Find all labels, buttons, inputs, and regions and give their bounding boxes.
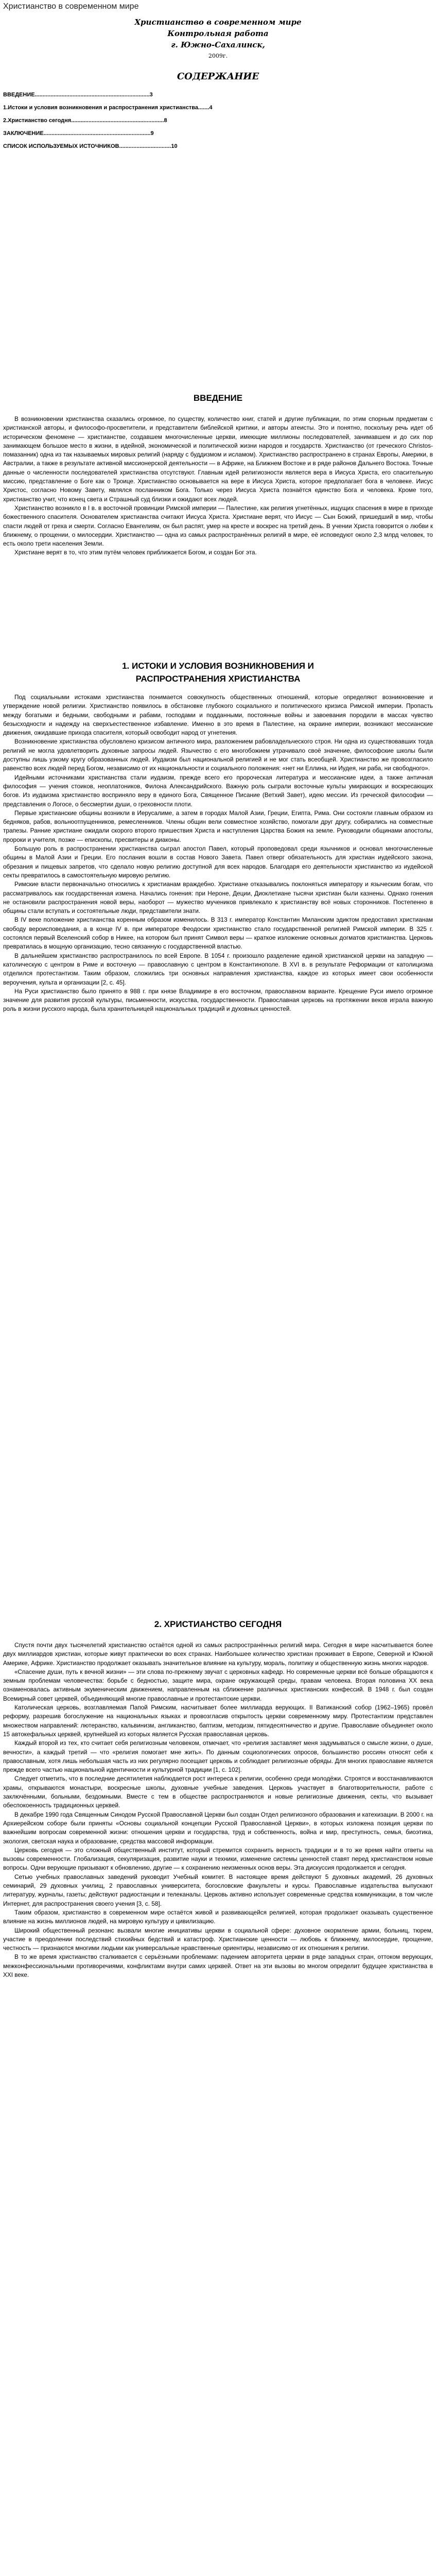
intro-text [3,415,433,557]
paragraph: В IV веке положение христианства коренным образом изменилось. В 313 г. император Константин Миланским эдиктом предоставил христианам свободу вероисповедания, а в конце IV в. при императоре Феодосии христианство стало государственной религией Римской империи. В 325 г. состоялся первый Вселенский собор в Никее, на котором был принят Символ веры — краткое изложение основных догматов христианства. Церковь превратилась в мощную организацию, тесно связанную с государственной властью. [3,916,433,951]
toc-item[interactable]: ВВЕДЕНИЕ.........................................................................3 [3,92,153,98]
contents-heading: СОДЕРЖАНИЕ [177,71,259,82]
section2-heading: 2. ХРИСТИАНСТВО СЕГОДНЯ [154,1619,282,1629]
paragraph: Каждый второй из тех, кто считает себя религиозным человеком, отмечает, что «религия заставляет меня задумываться о смысле жизни, о душе, вечности», а каждый третий — что «религия помогает мне жить». По данным социологических опросов, большинство россиян относят себя к православным, хотя лишь небольшая часть из них регулярно посещает церковь и соблюдает религиозные обряды. Для многих православие является прежде всего частью национальной идентичности и культурной традиции [1, с. 102]. [3,1739,433,1774]
paragraph: Идейными источниками христианства стали иудаизм, прежде всего его пророческая литература и мессианские идеи, а также античная философия — учения стоиков, неоплатоников, Филона Александрийского. Важную роль сыграли восточные культы умирающих и воскресающих богов. Из иудаизма христианство восприняло веру в единого Бога, Священное Писание (Ветхий Завет), идею мессии. Из греческой философии — представления о Логосе, о бессмертии души, о греховности плоти. [3,773,433,808]
paragraph: «Спасение души, путь к вечной жизни» — эти слова по-прежнему звучат с церковных кафедр. Но современные церкви всё больше обращаются к земным проблемам человечества: борьбе с бедностью, защите мира, охране окружающей среды, правам человека. Вторая половина XX века ознаменовалась активным экуменическим движением, направленным на сближение различных христианских конфессий. В 1948 г. был создан Всемирный совет церквей, объединяющий многие православные и протестантские церкви. [3,1668,433,1702]
paragraph: Следует отметить, что в последние десятилетия наблюдается рост интереса к религии, особенно среди молодёжи. Строятся и восстанавливаются храмы, открываются монастыри, воскресные школы, духовные учебные заведения. Церковь участвует в благотворительности, работе с заключёнными, больными, бездомными. Вместе с тем в обществе распространяются и новые религиозные движения, секты, что вызывает обеспокоенность традиционных церквей. [3,1775,433,1809]
work-type: Контрольная работа [167,29,269,38]
paragraph: Спустя почти двух тысячелетий христианство остаётся одной из самых распространённых религий мира. Сегодня в мире насчитывается более двух миллиардов христиан, которые живут практически во всех странах. Наибольшее количество христиан проживает в Европе, Северной и Южной Америке, Африке. Христианство продолжает оказывать значительное влияние на культуру, мораль, политику и общественную жизнь многих народов. [3,1641,433,1667]
paragraph: Сетью учебных православных заведений руководит Учебный комитет. В настоящее время действуют 5 духовных академий, 26 духовных семинарий, 29 духовных училищ, 2 православных университета, богословские факультеты и курсы. Православные издательства выпускают литературу, журналы, газеты; действуют радиостанции и телеканалы. Церковь активно использует современные средства коммуникации, в том числе Интернет, для распространения своего учения [3, с. 58]. [3,1873,433,1907]
table-of-contents [3,91,435,155]
paragraph: Большую роль в распространении христианства сыграл апостол Павел, который проповедовал среди язычников и основал многочисленные общины в Малой Азии и Греции. Его послания вошли в состав Нового Завета. Павел отверг обязательность для христиан иудейского закона, обрезания и пищевых запретов, что сделало новую религию доступной для всех народов. Благодаря его деятельности христианство из иудейской секты превратилось в самостоятельную мировую религию. [3,845,433,879]
paragraph: Возникновение христианства обусловлено кризисом античного мира, разложением рабовладельческого строя. Ни одна из существовавших тогда религий не могла удовлетворить духовные запросы людей. Язычество с его многобожием утрачивало своё значение, философские школы были доступны лишь узкому кругу образованных людей. Иудаизм был национальной религией и не мог стать всеобщей. Христианство же провозгласило равенство всех людей перед Богом, независимо от их национальности и социального положения: «нет ни Еллина, ни Иудея, ни раба, ни свободного». [3,738,433,772]
paragraph: Таким образом, христианство в современном мире остаётся живой и развивающейся религией, которая продолжает оказывать существенное влияние на жизнь миллионов людей, на мировую культуру и цивилизацию. [3,1908,433,1925]
intro-heading: ВВЕДЕНИЕ [193,393,243,403]
work-title: Христианство в современном мире [134,18,302,27]
paragraph: В декабре 1990 года Священным Синодом Русской Православной Церкви был создан Отдел религиозного образования и катехизации. В 2000 г. на Архиерейском соборе были приняты «Основы социальной концепции Русской Православной Церкви», в которых изложена позиция церкви по важнейшим вопросам современной жизни: отношения церкви и государства, труд и собственность, война и мир, преступность, семья, биоэтика, экология, светская наука и образование, средства массовой информации. [3,1810,433,1845]
work-city: г. Южно-Сахалинск, [171,40,265,49]
paragraph: В возникновении христианства сказались огромное, по существу, количество книг, статей и другие публикации, по этим спорным предметам с христианской авторы, и философо-просветители, и представители библейской критики, и авторы атеисты. Это и понятно, поскольку речь идет об историческом феномене — христианстве, создавшем многочисленные церкви, имеющие миллионы последователей, занимавшем и до сих пор занимающем большое место в жизни, в идейной, экономической и политической жизни народов и государств. Христианство (от греческого Christos- помазанник) одна из так называемых мировых религий (наряду с буддизмом и исламом). Христианство распространено в странах Европы, Америки, в Австралии, а также в результате активной миссионерской деятельности — в Африке, на Ближнем Востоке и в ряде районов Дальнего Востока. Точные данные о численности последователей христианства отсутствуют. Главным идей религиозности является вера в Иисуса Христа, его спасительную миссию, представление о Боге как о Троице. Христианство основывается на вере в Иисуса Христа, которое предполагает бога в человеке. Иисус Христос, согласно Новому Завету, являлся посланником Бога. Только через Иисуса Христа познаётся единство Бога и человека. Кроме того, христианство учит, что конец света и Страшный суд близки и ожидают всех людей. [3,415,433,503]
paragraph: В дальнейшем христианство распространилось по всей Европе. В 1054 г. произошло разделение единой христианской церкви на западную — католическую с центром в Риме и восточную — православную с центром в Константинополе. В XVI в. в результате Реформации от католицизма отделился протестантизм. Таким образом, сложились три основных направления христианства, каждое из которых имеет свои особенности вероучения, культа и организации [2, с. 45]. [3,952,433,986]
section1-heading-line1: 1. ИСТОКИ И УСЛОВИЯ ВОЗНИКНОВЕНИЯ И [122,661,314,671]
section1-heading [0,659,436,685]
section2-text [3,1641,433,1979]
title-block [0,16,436,62]
paragraph: Католическая церковь, возглавляемая Папой Римским, насчитывает более миллиарда верующих. II Ватиканский собор (1962–1965) провёл реформу, разрешив богослужение на национальных языках и провозгласив открытость церкви современному миру. Протестантизм представлен множеством направлений: лютеранство, кальвинизм, англиканство, баптизм, методизм, пятидесятничество и другие. Православие объединяет около 15 автокефальных церквей, крупнейшей из которых является Русская православная церковь. [3,1704,433,1738]
paragraph: Первые христианские общины возникли в Иерусалиме, а затем в городах Малой Азии, Греции, Египта, Рима. Они состояли главным образом из бедняков, рабов, вольноотпущенников, ремесленников. Члены общин вели совместное хозяйство, помогали друг другу, собирались на совместные трапезы. Ранние христиане ожидали скорого второго пришествия Христа и наступления Царства Божия на земле. Руководили общинами апостолы, пророки и учителя, позже — епископы, пресвитеры и диаконы. [3,809,433,843]
paragraph: Церковь сегодня — это сложный общественный институт, который стремится сохранить верность традиции и в то же время найти ответы на вызовы современности. Глобализация, секуляризация, развитие науки и техники, изменение системы ценностей ставят перед христианством новые вопросы. Одни верующие призывают к обновлению, другие — к сохранению неизменных основ веры. Эта дискуссия продолжается и сегодня. [3,1846,433,1872]
paragraph: Христианство возникло в I в. в восточной провинции Римской империи — Палестине, как религия угнетённых, ищущих спасения в мире в приходе божественного спасителя. Основателем христианства считают Иисуса Христа. Христиане верят, что Иисус — Сын Божий, пришедший в мир, чтобы спасти людей от греха и смерти. Согласно Евангелиям, он был распят, умер на кресте и воскрес на третий день. В учении Христа говорится о любви к ближнему, о прощении, о милосердии. Христианство — одна из самых распространённых религий в мире, её исповедуют около 2,3 млрд человек, то есть около трети населения Земли. [3,504,433,548]
section1-heading-line2: РАСПРОСТРАНЕНИЯ ХРИСТИАНСТВА [135,674,301,684]
paragraph: На Руси христианство было принято в 988 г. при князе Владимире в его восточном, православном варианте. Крещение Руси имело огромное значение для развития русской культуры, письменности, искусства, государственности. Православная церковь на протяжении веков играла важную роль в жизни русского народа, была хранительницей национальных традиций и духовных ценностей. [3,987,433,1013]
paragraph: В то же время христианство сталкивается с серьёзными проблемами: падением авторитета церкви в ряде западных стран, оттоком верующих, межконфессиональными противоречиями, конфликтами внутри самих церквей. Ответ на эти вызовы во многом определит будущее христианства в XXI веке. [3,1953,433,1978]
paragraph: Римские власти первоначально относились к христианам враждебно. Христиане отказывались поклоняться императору и языческим богам, что рассматривалось как государственная измена. Начались гонения: при Нероне, Деции, Диоклетиане тысячи христиан были казнены. Однако гонения не остановили распространения новой веры, наоборот — мужество мучеников привлекало к христианству всё новых сторонников. Постепенно в общины стали вступать и состоятельные люди, представители знати. [3,880,433,915]
section1-text [3,693,433,1014]
paragraph: Под социальными истоками христианства понимается совокупность общественных отношений, которые определяют возникновение и утверждение новой религии. Христианство появилось в обстановке глубокого социального и политического кризиса Римской империи. Пропасть между богатыми и бедными, свободными и рабами, господами и подданными, постоянные войны и завоевания породили в массах чувство безысходности и надежду на сверхъестественное избавление. Именно в это время в Палестине, на окраине империи, возникают мессианские движения, ожидавшие прихода спасителя, который освободит народ от угнетения. [3,693,433,737]
paragraph: Христиане верят в то, что этим путём человек приближается Богом, и создан Бог эта. [14,549,257,556]
toc-item[interactable]: ЗАКЛЮЧЕНИЕ....................................................................9 [3,130,154,137]
paragraph: Широкий общественный резонанс вызвали многие инициативы церкви в социальной сфере: духовное окормление армии, больниц, тюрем, участие в преодолении последствий стихийных бедствий и катастроф. Христианские ценности — любовь к ближнему, милосердие, прощение, честность — признаются многими людьми как универсальные нравственные ориентиры, независимо от их отношения к религии. [3,1926,433,1952]
work-year: 2009г. [208,53,228,59]
toc-item[interactable]: 1.Истоки и условия возникновения и распространения христианства.......4 [3,105,213,111]
toc-item[interactable]: 2.Христианство сегодня...........................................................8 [3,117,167,124]
toc-item[interactable]: СПИСОК ИСПОЛЬЗУЕМЫХ ИСТОЧНИКОВ.................................10 [3,143,178,149]
document-title: Христианство в современном мире [3,2,139,11]
